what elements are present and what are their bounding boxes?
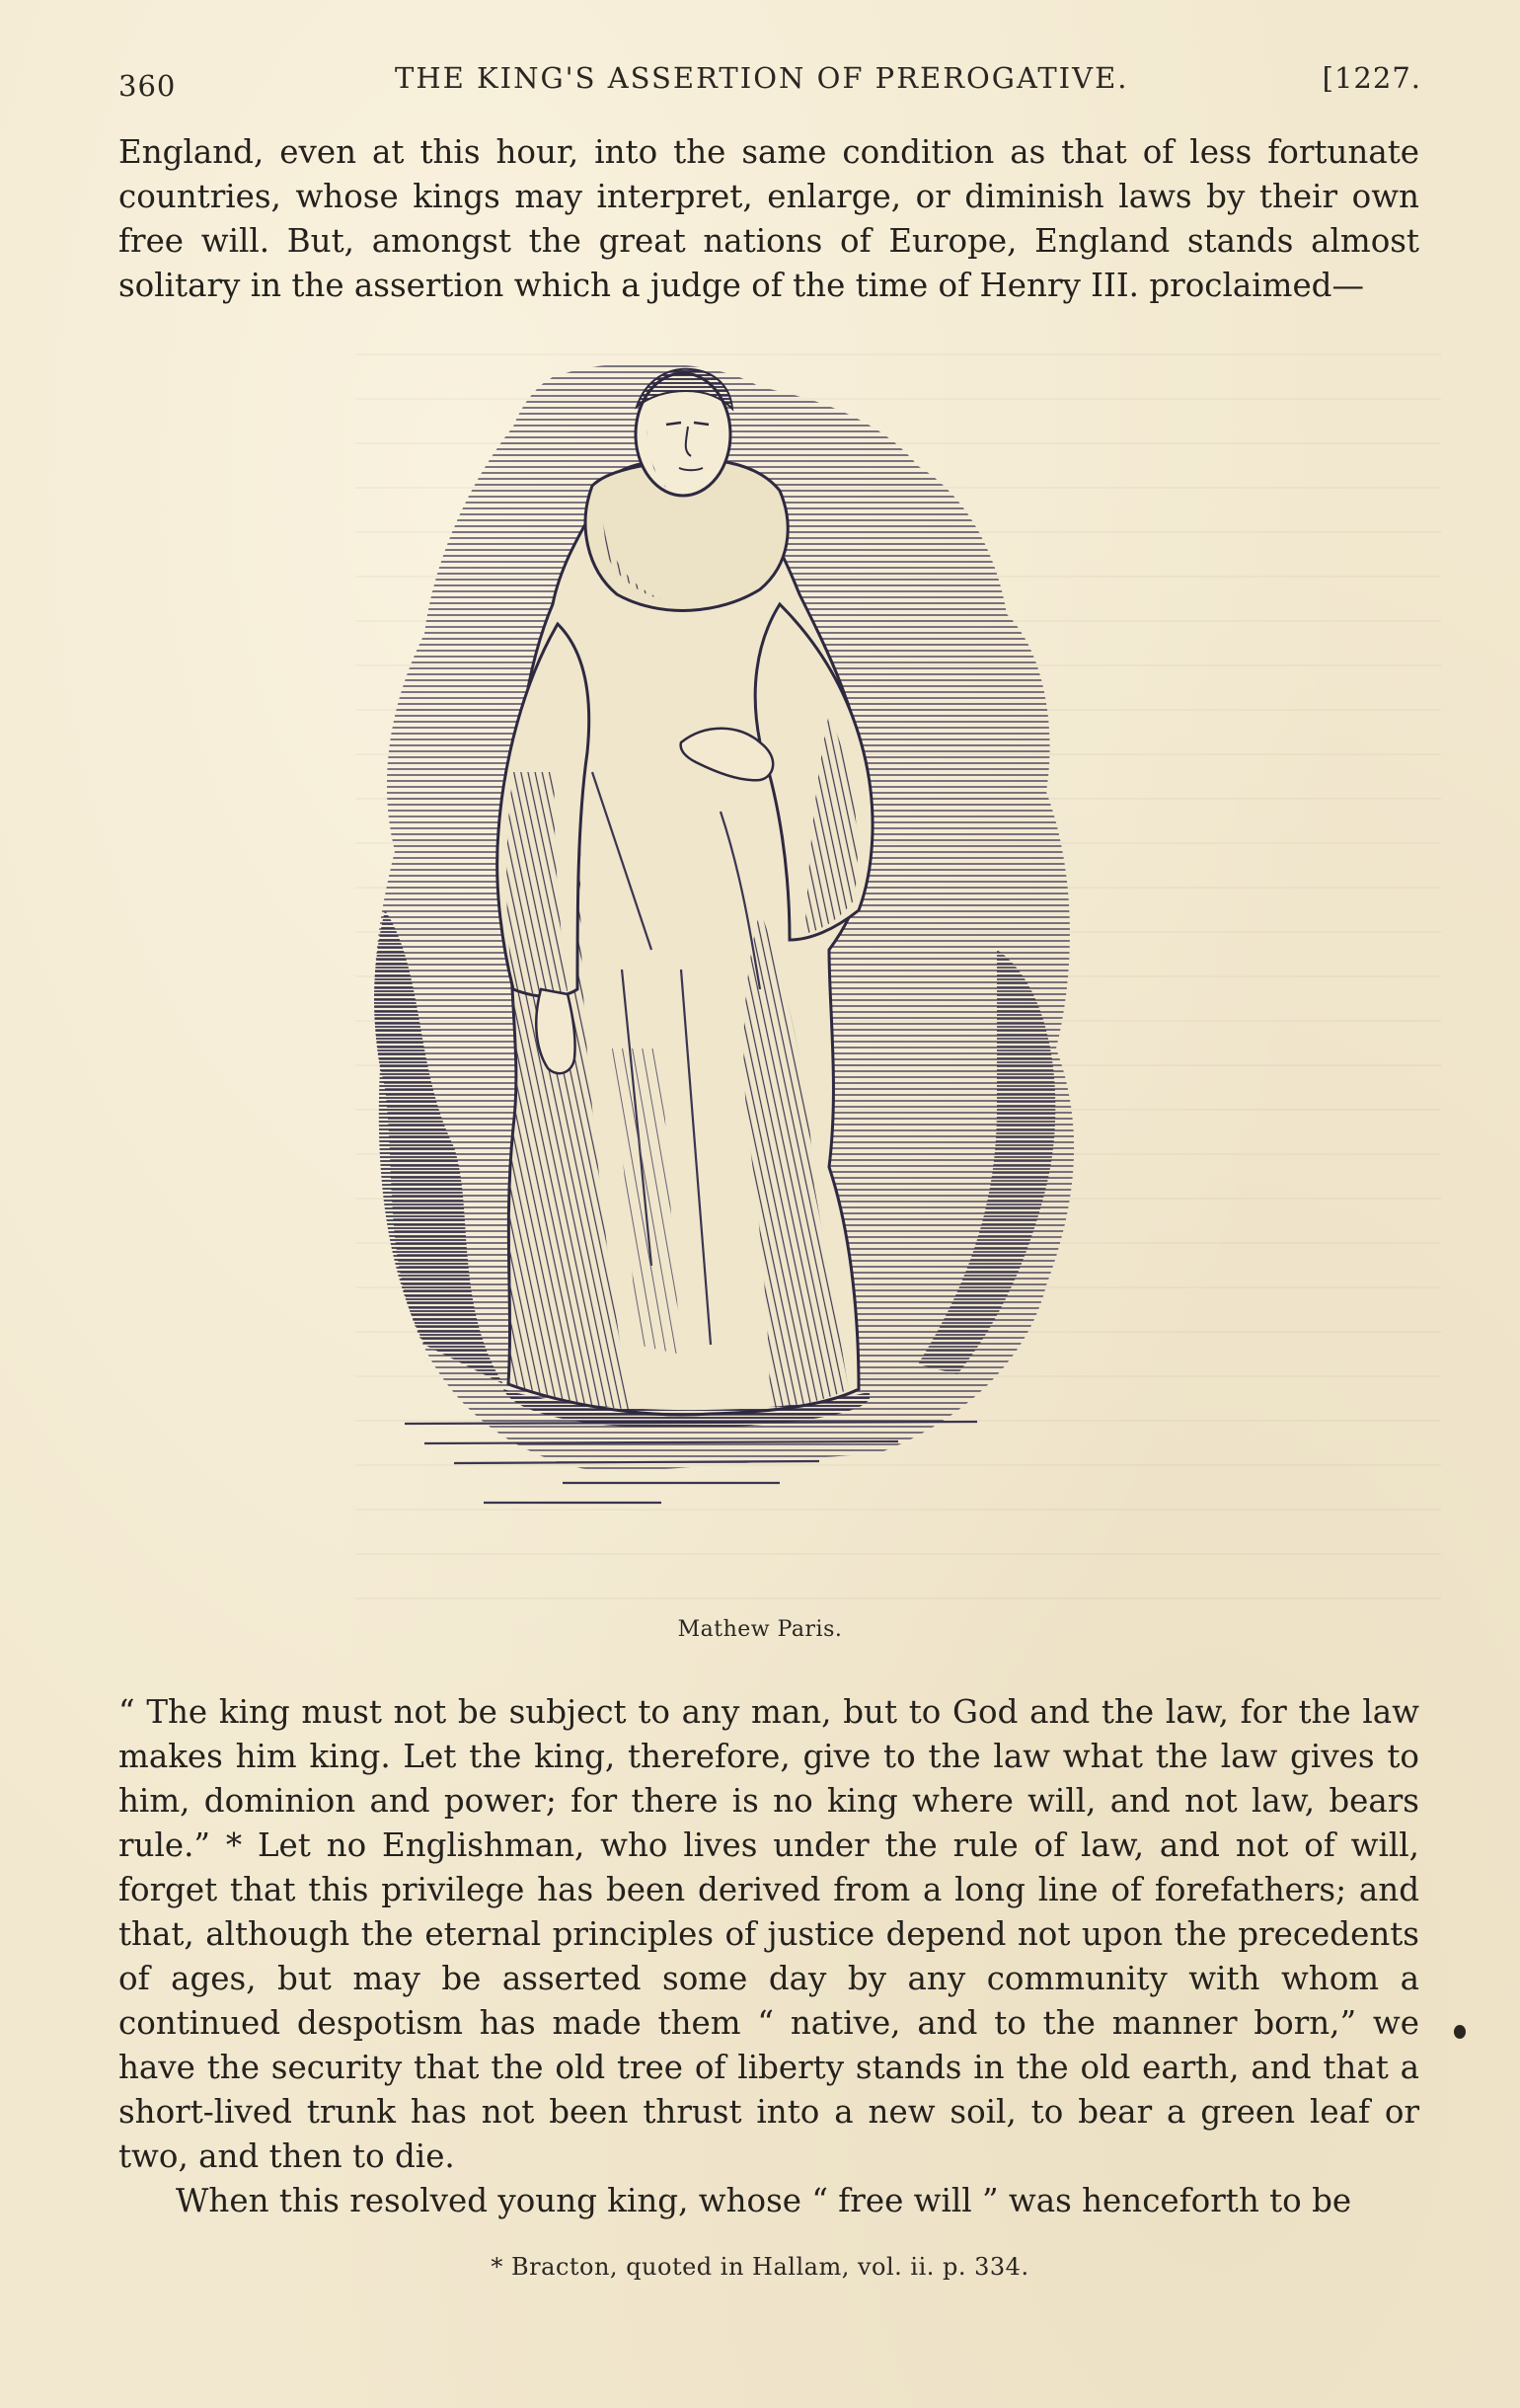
paragraph-top-text: England, even at this hour, into the same condition as that of less fortunate countries, whose kings may interpret, enlarge, or diminish laws by their own free will. But, amongst the great nations of Europe, England stands almost solitary in the assertion which a judge of the time of Henry III. proclaimed— bbox=[118, 133, 1419, 304]
footnote: * Bracton, quoted in Hallam, vol. ii. p. 334. bbox=[491, 2253, 1029, 2281]
ink-spot bbox=[1454, 2025, 1466, 2039]
page-number: 360 bbox=[118, 69, 177, 103]
paragraph-quote-text: “ The king must not be subject to any man, but to God and the law, for the law makes him king. Let the king, therefore, give to the law what the law gives to him, dominion and power; for there is no king where will, and not law, bears rule.” * Let no Englishman, who lives under the rule of law, and not of will, forget that this privilege has been derived from a long line of forefathers; and that, although the eternal principles of justice depend not upon the precedents of ages, but may be asserted some day by any community with whom a continued despotism has made them “ native, and to the manner born,” we have the security that the old tree of liberty stands in the old earth, and that a short-lived trunk has not been thrust into a new soil, to bear a green leaf or two, and then to die. bbox=[118, 1693, 1419, 2175]
running-header bbox=[118, 61, 1421, 111]
year-marker: [1227. bbox=[1322, 61, 1421, 95]
paragraph-top bbox=[118, 130, 1419, 308]
running-title: THE KING'S ASSERTION OF PREROGATIVE. bbox=[395, 61, 1129, 95]
paragraph-last-text: When this resolved young king, whose “ free will ” was henceforth to be bbox=[176, 2182, 1352, 2219]
engraving-illustration bbox=[365, 357, 1175, 1601]
figure-caption: Mathew Paris. bbox=[677, 1617, 843, 1642]
paragraph-body bbox=[118, 1690, 1419, 2223]
